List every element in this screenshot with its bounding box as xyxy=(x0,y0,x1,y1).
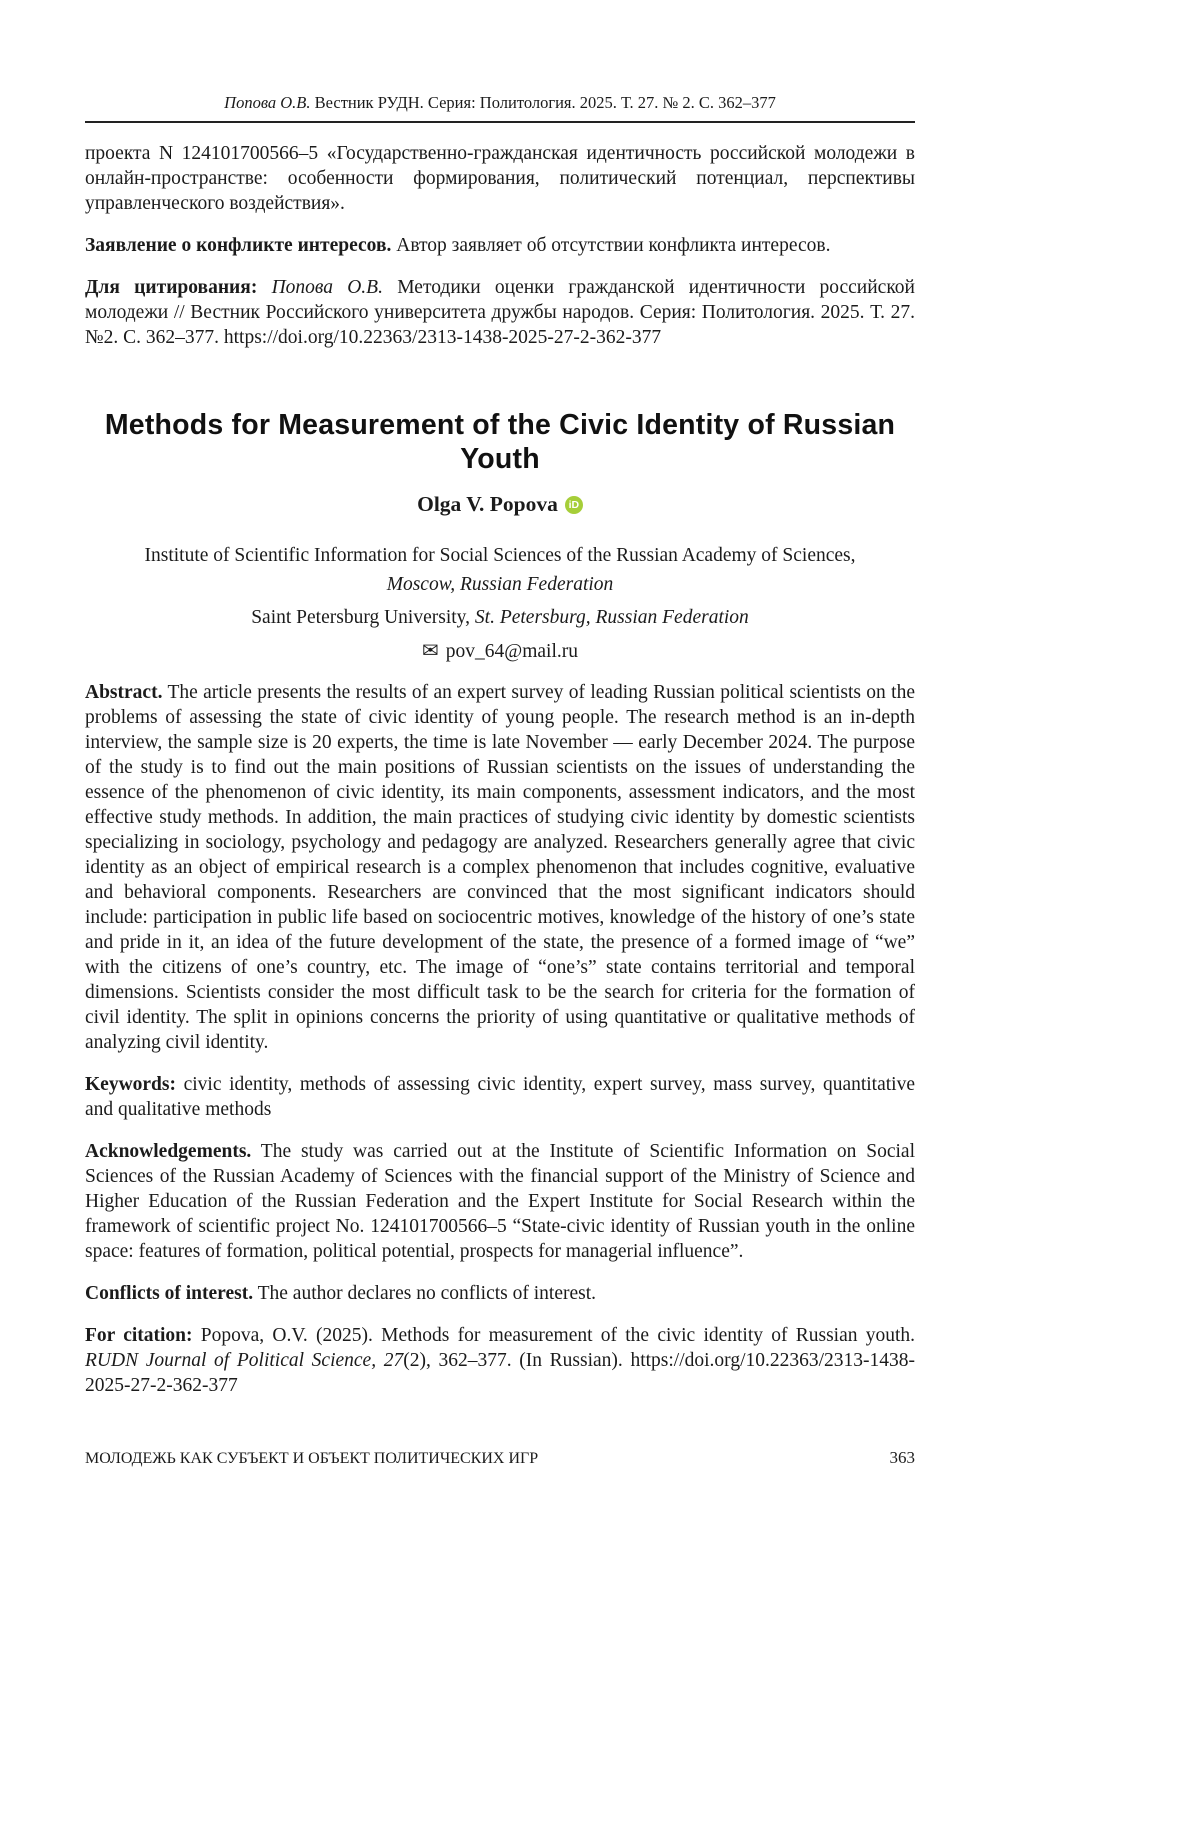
citation-ru-text: Методики оценки гражданской идентичности российской молодежи // Вестник Российского университета дружбы народов. Серия: Политология. 2025. Т. 27. №2. С. 362–377. xyxy=(85,277,915,348)
page-content xyxy=(85,0,915,1398)
citation-ru-paragraph xyxy=(85,275,915,350)
email-icon: ✉ xyxy=(422,640,439,662)
for-citation-text: Popova, O.V. (2025). Methods for measurement of the civic identity of Russian youth. xyxy=(200,1325,916,1346)
author-line xyxy=(85,492,915,517)
conflicts-label: Conflicts of interest. xyxy=(85,1283,254,1304)
doi-link-en[interactable]: https://doi.org/10.22363/2313-1438-2025-27-2-362-377 xyxy=(85,1350,916,1396)
project-text: проекта N 124101700566–5 «Государственно-гражданская идентичность российской молодежи в онлайн-пространстве: особенности формирования, политический потенциал, перспективы управленческого воздействия». xyxy=(85,143,915,214)
abstract-label: Abstract. xyxy=(85,682,163,703)
article-title: Methods for Measurement of the Civic Identity of Russian Youth xyxy=(104,409,896,475)
running-head xyxy=(85,92,915,113)
citation-ru-author: Попова О.В. xyxy=(271,277,383,298)
keywords-text: civic identity, methods of assessing civic identity, expert survey, mass survey, quantitative and qualitative methods xyxy=(85,1074,915,1120)
orcid-icon[interactable] xyxy=(565,496,583,514)
for-citation-label: For citation: xyxy=(85,1325,193,1346)
acknowledgements-text: The study was carried out at the Institute of Scientific Information on Social Sciences of the Russian Academy of Sciences with the financial support of the Ministry of Science and Higher Education of the Russian Federation and the Expert Institute for Social Research within the framework of scientific project No. 124101700566–5 “State-civic identity of Russian youth in the online space: features of formation, political potential, prospects for managerial influence”. xyxy=(85,1141,915,1262)
page-number: 363 xyxy=(889,1448,915,1467)
acknowledgements-paragraph xyxy=(85,1139,915,1264)
email-address[interactable]: pov_64@mail.ru xyxy=(445,641,578,662)
page-footer xyxy=(85,1448,915,1468)
acknowledgements-label: Acknowledgements. xyxy=(85,1141,252,1162)
abstract-text: The article presents the results of an expert survey of leading Russian political scientists on the problems of assessing the state of civic identity of young people. The research method is an in-depth interview, the sample size is 20 experts, the time is late November — early December 2024. The purpose of the study is to find out the main positions of Russian scientists on the issues of understanding the essence of the phenomenon of civic identity, its main components, assessment indicators, and the most effective study methods. In addition, the main practices of studying civic identity by domestic scientists specializing in sociology, psychology and pedagogy are analyzed. Researchers generally agree that civic identity as an object of empirical research is a complex phenomenon that includes cognitive, evaluative and behavioral components. Researchers are convinced that the most significant indicators should include: participation in public life based on sociocentric motives, knowledge of the history of one’s state and pride in it, an idea of the future development of the state, the presence of a formed image of “we” with the citizens of one’s country, etc. The image of “one’s” state contains territorial and temporal dimensions. Scientists consider the most difficult task to be the search for criteria for the formation of civil identity. The split in opinions concerns the priority of using quantitative or qualitative methods of analyzing civil identity. xyxy=(85,682,915,1053)
affiliation-1-name: Institute of Scientific Information for Social Sciences of the Russian Academy of Sciences, xyxy=(144,545,856,566)
conflicts-text: The author declares no conflicts of interest. xyxy=(257,1283,597,1304)
conflict-ru-label: Заявление о конфликте интересов. xyxy=(85,235,392,256)
keywords-label: Keywords: xyxy=(85,1074,176,1095)
affiliation-2-location: St. Petersburg, Russian Federation xyxy=(474,607,749,628)
orcid-icon-text: iD xyxy=(568,499,580,511)
keywords-paragraph xyxy=(85,1072,915,1122)
affiliation-1 xyxy=(85,541,915,599)
affiliation-1-location: Moscow, Russian Federation xyxy=(386,574,614,595)
for-citation-journal: RUDN Journal of Political Science, 27 xyxy=(85,1350,404,1371)
email-line xyxy=(85,638,915,663)
conflict-ru-paragraph xyxy=(85,233,915,258)
running-head-author: Попова О.В. xyxy=(224,93,311,112)
running-head-reference: Вестник РУДН. Серия: Политология. 2025. Т. 27. № 2. С. 362–377 xyxy=(310,93,776,112)
header-divider xyxy=(85,121,915,123)
author-name: Olga V. Popova xyxy=(417,492,558,516)
conflict-ru-text: Автор заявляет об отсутствии конфликта интересов. xyxy=(396,235,831,256)
project-paragraph xyxy=(85,141,915,216)
citation-ru-label: Для цитирования: xyxy=(85,277,258,298)
affiliation-2 xyxy=(85,603,915,632)
conflicts-paragraph xyxy=(85,1281,915,1306)
abstract-paragraph xyxy=(85,680,915,1055)
doi-link-ru[interactable]: https://doi.org/10.22363/2313-1438-2025-27-2-362-377 xyxy=(223,327,662,348)
for-citation-post: (2), 362–377. (In Russian). xyxy=(403,1350,623,1371)
for-citation-paragraph xyxy=(85,1323,915,1398)
affiliation-2-name: Saint Petersburg University, xyxy=(251,607,471,628)
footer-section-title: МОЛОДЕЖЬ КАК СУБЪЕКТ И ОБЪЕКТ ПОЛИТИЧЕСКИХ ИГР xyxy=(85,1450,539,1467)
